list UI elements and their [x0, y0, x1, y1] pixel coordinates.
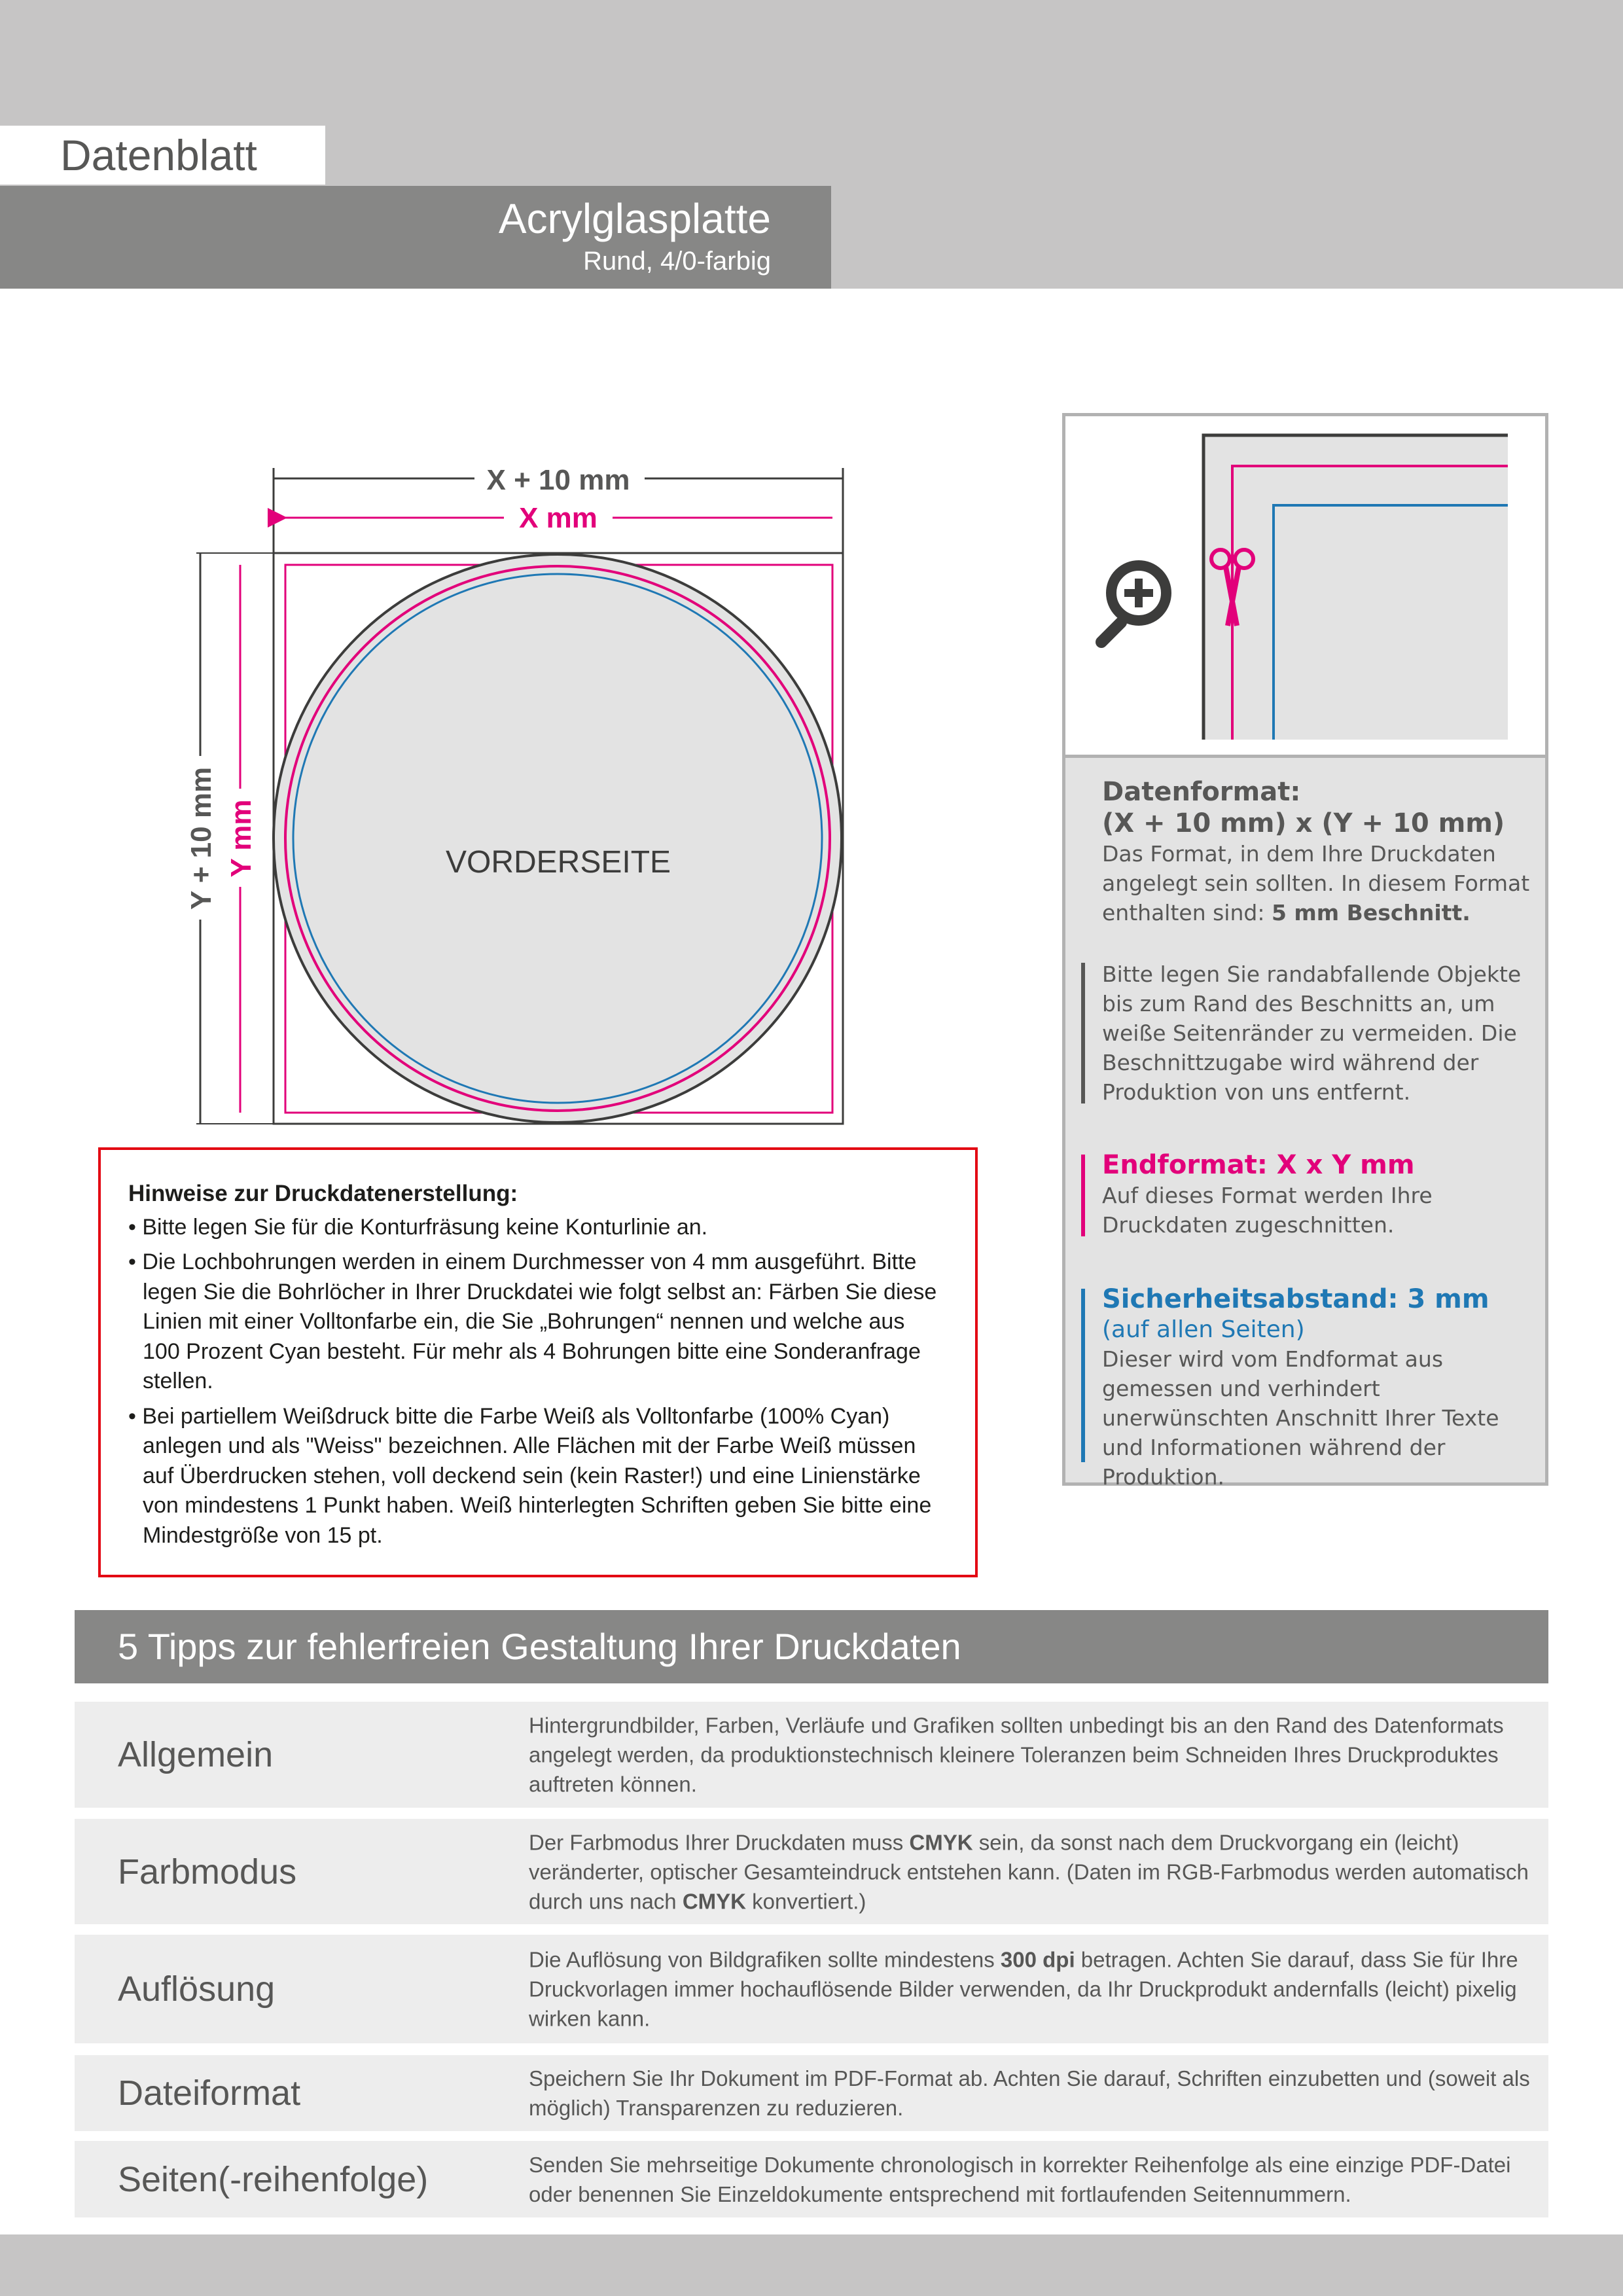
safety-title: Sicherheitsabstand: 3 mm — [1102, 1284, 1489, 1314]
x-label: X mm — [519, 502, 597, 534]
endformat-section — [1102, 1149, 1541, 1240]
safety-section — [1102, 1283, 1541, 1492]
product-title: Acrylglasplatte — [498, 195, 771, 242]
tips-header: 5 Tipps zur fehlerfreien Gestaltung Ihrer Druckdaten — [75, 1610, 1548, 1683]
datenformat-text: Das Format, in dem Ihre Druckdaten angelegt sein sollten. In diesem Format enthalten sind: — [1102, 841, 1530, 925]
datenformat-section — [1102, 776, 1541, 927]
front-side-label: VORDERSEITE — [445, 845, 671, 880]
note-item: • Die Lochbohrungen werden in einem Durchmesser von 4 mm ausgeführt. Bitte legen Sie die Bohrlöcher in Ihrer Druckdatei wie folgt selbst an: Färben Sie diese Linien mit einer Volltonfarbe ein, die Sie „Bohrungen“ nennen und welche aus 100 Prozent Cyan besteht. Für mehr als 4 Bohrungen bitte eine Sonderanfrage stellen. — [128, 1249, 937, 1393]
datenformat-value: (X + 10 mm) x (Y + 10 mm) — [1102, 808, 1505, 838]
tip-row — [75, 1935, 1548, 2043]
doc-type-label: Datenblatt — [0, 126, 325, 185]
tip-text: Speichern Sie Ihr Dokument im PDF-Format ab. Achten Sie darauf, Schriften einzubetten und (soweit als möglich) Transparenzen zu reduzieren. — [529, 2066, 1530, 2120]
tip-text: Die Auflösung von Bildgrafiken sollte mindestens 300 dpi betragen. Achten Sie darauf, dass Sie für Ihre Druckvorlagen immer hochauflösende Bilder verwenden, da Ihr Druckprodukt andernfalls (leicht) pixelig wirken kann. — [529, 1947, 1518, 2031]
datenformat-bold: 5 mm Beschnitt. — [1271, 900, 1471, 925]
endformat-title: Endformat: X x Y mm — [1102, 1150, 1415, 1180]
tip-label: Auflösung — [118, 1969, 276, 2009]
x-plus-label: X + 10 mm — [486, 464, 630, 496]
round-plate-outline — [274, 554, 842, 1122]
notes-title: Hinweise zur Druckdatenerstellung: — [128, 1181, 518, 1206]
magnifier-plus-icon — [1101, 565, 1166, 642]
bleed-detail-image — [1065, 416, 1545, 758]
tip-row — [75, 2055, 1548, 2131]
tip-row — [75, 1702, 1548, 1808]
bleed-text: Bitte legen Sie randabfallende Objekte bis zum Rand des Beschnitts an, um weiße Seitenränder zu vermeiden. Die Beschnittzugabe wird während der Produktion von uns entfernt. — [1102, 961, 1522, 1105]
safety-text: Dieser wird vom Endformat aus gemessen und verhindert unerwünschten Anschnitt Ihrer Texte und Informationen während der Produktion. — [1102, 1346, 1499, 1490]
product-title-box — [0, 186, 831, 289]
tip-text: Der Farbmodus Ihrer Druckdaten muss CMYK sein, da sonst nach dem Druckvorgang ein (leicht) veränderter, optischer Gesamteindruck entstehen kann. (Daten im RGB-Farbmodus werden automatisch durch uns nach CMYK konvertiert.) — [529, 1830, 1529, 1913]
product-variant: Rund, 4/0-farbig — [583, 247, 771, 276]
tip-text: Senden Sie mehrseitige Dokumente chronologisch in korrekter Reihenfolge als eine einzige PDF-Datei oder benennen Sie Einzeldokumente entsprechend mit fortlaufenden Seitennummern. — [529, 2152, 1511, 2206]
y-plus-label: Y + 10 mm — [185, 766, 217, 910]
datenformat-title: Datenformat: — [1102, 777, 1301, 807]
safety-subtitle: (auf allen Seiten) — [1102, 1316, 1305, 1343]
tip-text: Hintergrundbilder, Farben, Verläufe und Grafiken sollten unbedingt bis an den Rand des Datenformats angelegt werden, da produktionstechnisch kleinere Toleranzen beim Schneiden Ihres Druckproduktes auftreten können. — [529, 1713, 1504, 1797]
note-item: • Bei partiellem Weißdruck bitte die Farbe Weiß als Volltonfarbe (100% Cyan) anlegen und als "Weiss" bezeichnen. Alle Flächen mit der Farbe Weiß müssen auf Überdrucken stehen, voll deckend sein (kein Raster!) und eine Linienstärke von mindestens 1 Punkt haben. Weiß hinterlegten Schriften geben Sie bitte eine Mindestgröße von 15 pt. — [128, 1403, 932, 1548]
bottom-band — [0, 2234, 1623, 2296]
tip-label: Farbmodus — [118, 1852, 297, 1892]
tip-label: Seiten(-reihenfolge) — [118, 2159, 429, 2199]
tip-label: Allgemein — [118, 1735, 274, 1774]
tip-row — [75, 1819, 1548, 1924]
tip-row — [75, 2141, 1548, 2217]
endformat-text: Auf dieses Format werden Ihre Druckdaten zugeschnitten. — [1102, 1183, 1433, 1238]
tip-label: Dateiformat — [118, 2073, 301, 2113]
print-notes-box — [98, 1147, 978, 1577]
format-diagram — [0, 393, 916, 1145]
y-label: Y mm — [225, 799, 257, 878]
bleed-section — [1102, 960, 1541, 1107]
format-info-panel — [1062, 413, 1548, 1490]
note-item: • Bitte legen Sie für die Konturfräsung keine Konturlinie an. — [128, 1214, 708, 1240]
